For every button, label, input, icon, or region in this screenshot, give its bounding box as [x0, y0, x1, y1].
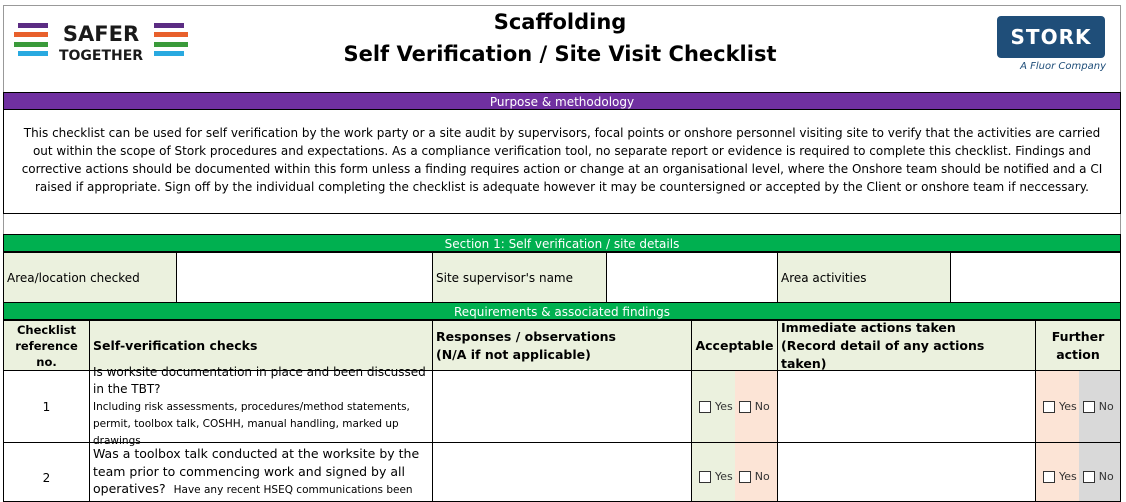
- col-responses-header: Responses / observations (N/A if not applicable): [432, 320, 692, 371]
- svg-text:SAFER: SAFER: [62, 22, 140, 46]
- supervisor-name-input[interactable]: [606, 252, 778, 303]
- row-1-check: [89, 365, 433, 447]
- row-1-acceptable-yes[interactable]: Yes: [699, 400, 733, 413]
- row-1-further-no[interactable]: No: [1083, 400, 1114, 413]
- row-2-ref: 2: [3, 442, 90, 502]
- checkbox-icon[interactable]: [739, 401, 751, 413]
- row-2-acceptable-no[interactable]: No: [739, 470, 770, 483]
- supervisor-name-label: Site supervisor's name: [432, 252, 607, 303]
- purpose-heading: Purpose & methodology: [3, 92, 1121, 110]
- checkbox-icon[interactable]: [699, 401, 711, 413]
- row-1-further-yes[interactable]: Yes: [1043, 400, 1077, 413]
- row-2-actions-input[interactable]: [777, 442, 1036, 502]
- checkbox-icon[interactable]: [1083, 401, 1095, 413]
- stork-tagline: A Fluor Company: [1020, 61, 1106, 72]
- row-2-further: [1035, 442, 1121, 502]
- row-1-further: [1035, 370, 1121, 443]
- row-1-check-text: Is worksite documentation in place and been discussed in the TBT?: [93, 365, 426, 396]
- area-activities-label: Area activities: [777, 252, 951, 303]
- stork-logo: STORK: [997, 16, 1105, 58]
- col-further-header: Further action: [1035, 320, 1121, 371]
- purpose-text: This checklist can be used for self verification by the work party or a site audit by supervisors, focal points or onshore personnel visiting site to verify that the activities are carried out within the scope of Stork procedures and expectations. As a compliance verification tool, no separate report or evidence is required to complete this checklist. Findings and corrective actions should be documented within this form unless a finding requires action or change at an organisational level, where the Onshore team should be notified and a CI raised if appropriate. Sign off by the individual completing the checklist is adequate however it may be countersigned or accepted by the Client or onshore team if neccessary.: [3, 110, 1121, 214]
- row-1-acceptable: [691, 370, 778, 443]
- col-acceptable-header: Acceptable: [691, 320, 778, 371]
- row-1-actions-input[interactable]: [777, 370, 1036, 443]
- checkbox-icon[interactable]: [1043, 401, 1055, 413]
- checkbox-icon[interactable]: [739, 471, 751, 483]
- area-location-input[interactable]: [176, 252, 433, 303]
- row-2-further-no[interactable]: No: [1083, 470, 1114, 483]
- checkbox-icon[interactable]: [1083, 471, 1095, 483]
- row-2-check-text: Was a toolbox talk conducted at the worksite by the team prior to commencing work and signed by all operatives?: [93, 446, 420, 496]
- col-checks-header: Self-verification checks: [89, 320, 433, 371]
- area-activities-input[interactable]: [950, 252, 1121, 303]
- requirements-heading: Requirements & associated findings: [3, 302, 1121, 320]
- col-ref-header: Checklist reference no.: [3, 320, 90, 371]
- area-location-label: Area/location checked: [3, 252, 177, 303]
- row-1-check-note: Including risk assessments, procedures/method statements, permit, toolbox talk, COSHH, manual handling, marked up drawings: [93, 401, 410, 447]
- title-line-2: Self Verification / Site Visit Checklist: [343, 42, 777, 66]
- row-2-check: [89, 442, 433, 502]
- checkbox-icon[interactable]: [699, 471, 711, 483]
- row-2-check-note: Have any recent HSEQ communications been: [173, 484, 413, 496]
- col-actions-header: Immediate actions taken (Record detail of any actions taken): [777, 320, 1036, 371]
- section1-heading: Section 1: Self verification / site details: [3, 234, 1121, 252]
- safer-together-logo: [12, 20, 190, 62]
- title-line-1: Scaffolding: [493, 10, 627, 34]
- row-2-response-input[interactable]: [432, 442, 692, 502]
- checkbox-icon[interactable]: [1043, 471, 1055, 483]
- row-1-ref: 1: [3, 370, 90, 443]
- row-2-acceptable: [691, 442, 778, 502]
- row-2-further-yes[interactable]: Yes: [1043, 470, 1077, 483]
- row-1-response-input[interactable]: [432, 370, 692, 443]
- row-1-acceptable-no[interactable]: No: [739, 400, 770, 413]
- row-2-acceptable-yes[interactable]: Yes: [699, 470, 733, 483]
- svg-text:TOGETHER: TOGETHER: [58, 48, 144, 62]
